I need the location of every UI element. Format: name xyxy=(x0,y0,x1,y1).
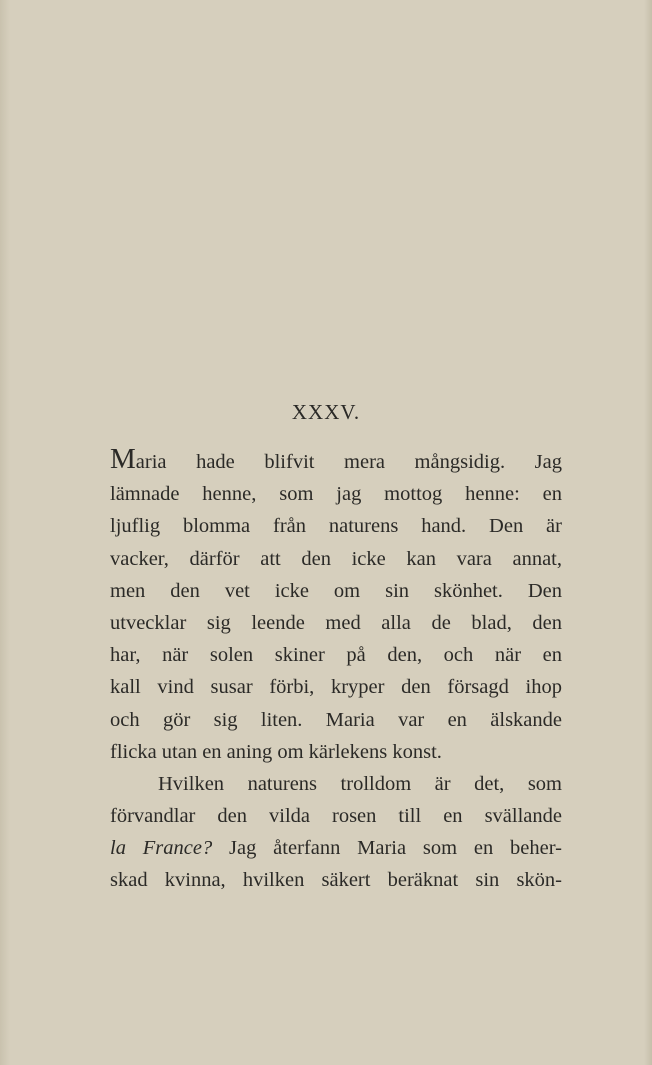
drop-cap-initial: M xyxy=(110,443,136,475)
paragraph-1-line-6: utvecklar sig leende med alla de blad, den xyxy=(110,611,562,634)
paragraph-1-line-9: och gör sig liten. Maria var en älskande xyxy=(110,708,562,731)
paragraph-1-line-10: flicka utan en aning om kärlekens konst. xyxy=(110,740,442,763)
paragraph-2-line-3-text: Jag återfann Maria som en beher- xyxy=(212,837,562,860)
page-edge-left xyxy=(0,0,10,1065)
paragraph-1-line-4: vacker, därför att den icke kan vara annat, xyxy=(110,547,562,570)
paragraph-1-line-2: lämnade henne, som jag mottog henne: en xyxy=(110,483,562,506)
chapter-heading: XXXV. xyxy=(291,400,361,424)
paragraph-1-line-5: men den vet icke om sin skönhet. Den xyxy=(110,579,562,602)
body-text xyxy=(110,443,562,897)
paragraph-2-line-4: skad kvinna, hvilken säkert beräknat sin skön- xyxy=(110,869,562,892)
paragraph-1-line-1-text: aria hade blifvit mera mångsidig. Jag xyxy=(135,451,562,473)
paragraph-2-line-2: förvandlar den vilda rosen till en svällande xyxy=(110,805,562,828)
paragraph-2-line-3 xyxy=(110,832,562,864)
italic-rose-name: la France? xyxy=(110,837,213,860)
paragraph-1-line-1 xyxy=(110,443,562,478)
page-edge-right xyxy=(644,0,652,1065)
paragraph-1-line-8: kall vind susar förbi, kryper den försagd ihop xyxy=(110,676,562,699)
paragraph-1-line-3: ljuflig blomma från naturens hand. Den är xyxy=(110,515,562,538)
paragraph-1-line-7: har, när solen skiner på den, och när en xyxy=(110,644,562,667)
paragraph-2-line-1: Hvilken naturens trolldom är det, som xyxy=(158,772,562,795)
